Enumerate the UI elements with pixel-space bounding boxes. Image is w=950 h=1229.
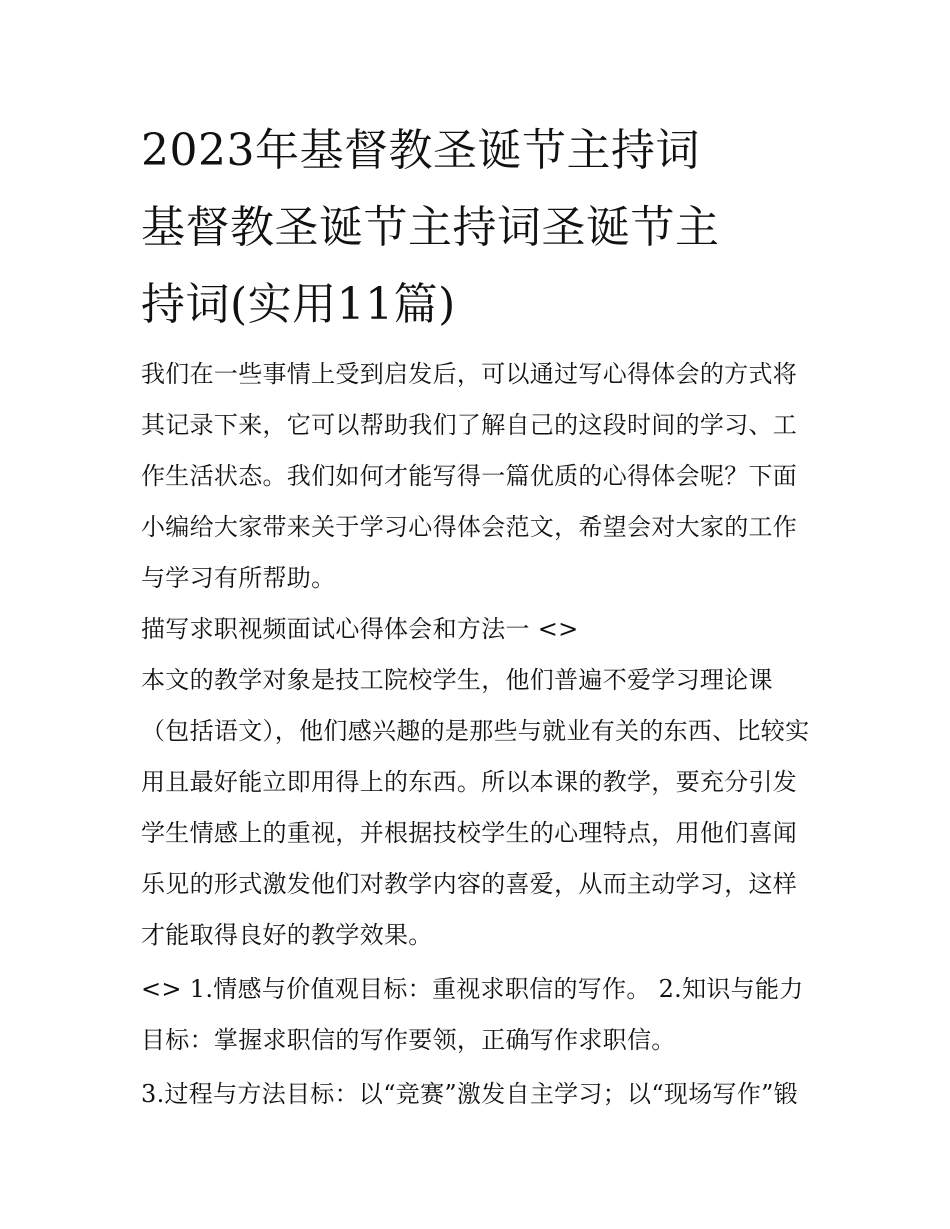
method-paragraph: 3.过程与方法目标：以“竞赛”激发自主学习；以“现场写作”锻 <box>141 1080 798 1108</box>
document-title <box>141 112 813 343</box>
title-line-3: 持词(实用11篇) <box>141 279 456 330</box>
section-heading: 描写求职视频面试心得体会和方法一 <> <box>141 615 579 643</box>
document-page <box>141 112 813 1120</box>
intro-paragraph: 我们在一些事情上受到启发后，可以通过写心得体会的方式将其记录下来，它可以帮助我们了解自己的这段时间的学习、工作生活状态。我们如何才能写得一篇优质的心得体会呢？下面小编给大家带来关于学习心得体会范文，希望会对大家的工作与学习有所帮助。 <box>141 360 798 592</box>
body-paragraph: 本文的教学对象是技工院校学生，他们普遍不爱学习理论课（包括语文），他们感兴趣的是那些与就业有关的东西、比较实用且最好能立即用得上的东西。所以本课的教学，要充分引发学生情感上的重视，并根据技校学生的心理特点，用他们喜闻乐见的形式激发他们对教学内容的喜爱，从而主动学习，这样才能取得良好的教学效果。 <box>141 666 810 949</box>
title-line-1: 2023年基督教圣诞节主持词 <box>141 125 700 176</box>
objectives-paragraph: <> 1.情感与价值观目标：重视求职信的写作。 2.知识与能力目标：掌握求职信的写作要领，正确写作求职信。 <box>141 975 804 1054</box>
title-line-2: 基督教圣诞节主持词圣诞节主 <box>141 202 720 253</box>
